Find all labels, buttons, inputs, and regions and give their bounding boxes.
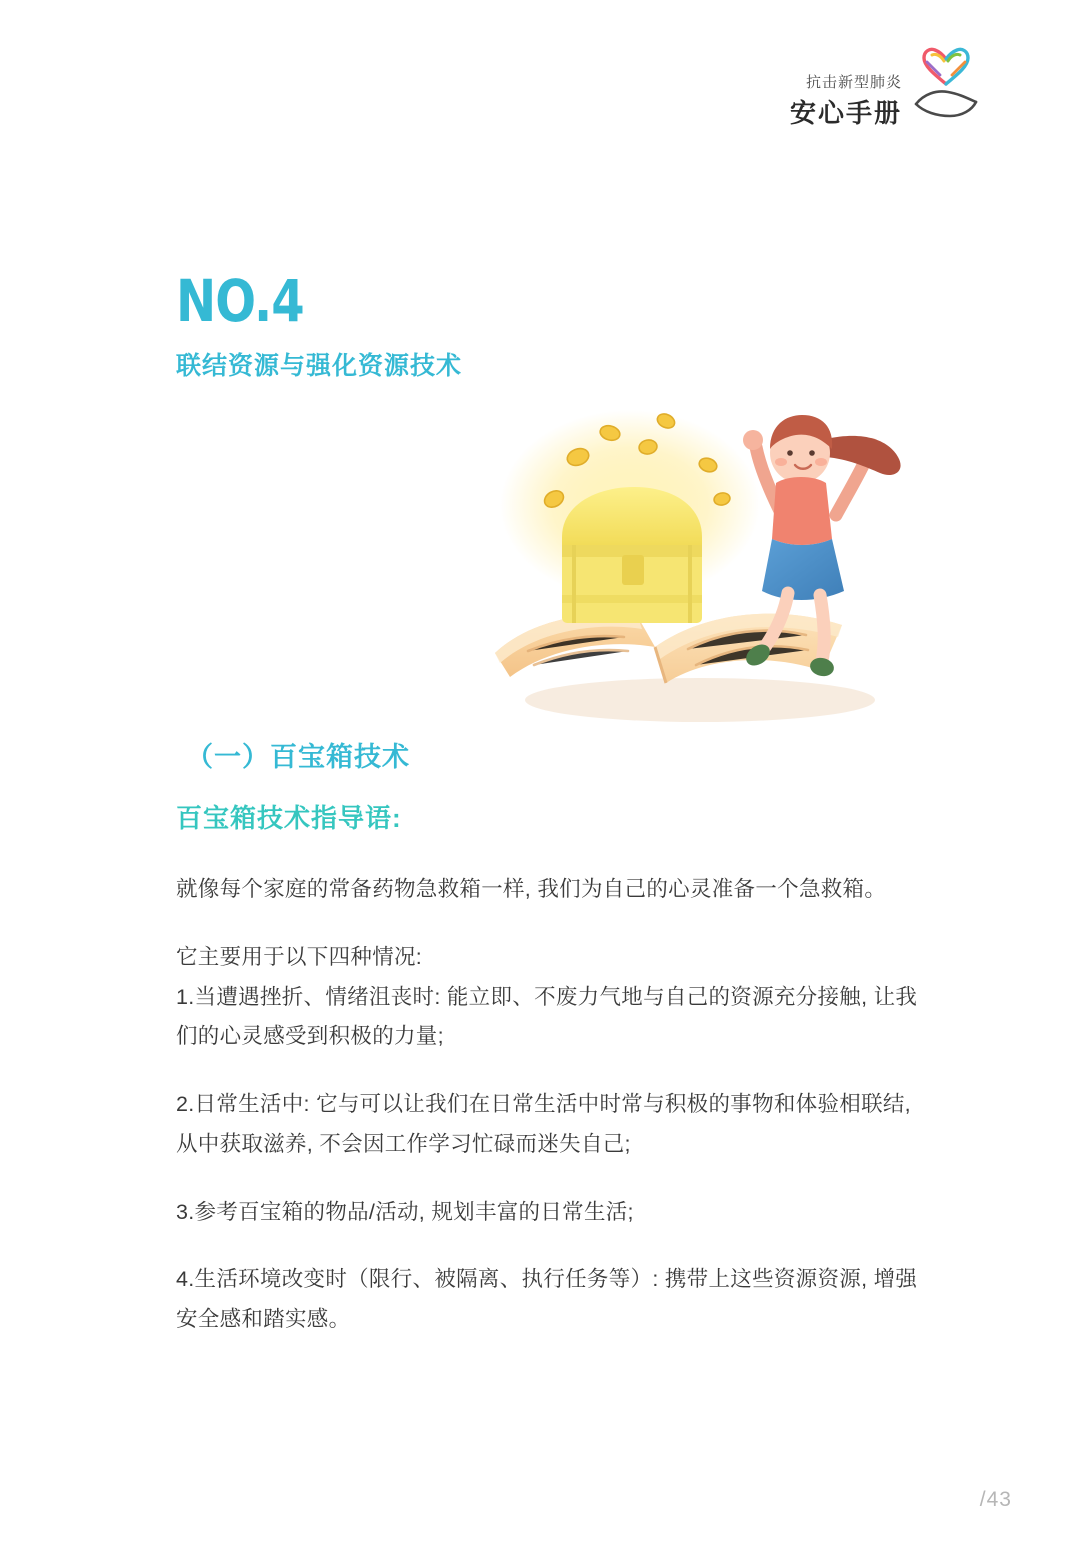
list-item-3: 3.参考百宝箱的物品/活动, 规划丰富的日常生活; [176, 1199, 634, 1224]
illustration-svg [470, 395, 940, 745]
paragraph-intro: 就像每个家庭的常备药物急救箱一样, 我们为自己的心灵准备一个急救箱。 [176, 877, 887, 901]
header-brand [790, 44, 982, 126]
heart-in-hand-icon [910, 44, 982, 126]
list-item-2: 2.日常生活中: 它与可以让我们在日常生活中时常与积极的事物和体验相联结, 从中获取滋养, 不会因工作学习忙碌而迷失自己; [176, 1092, 911, 1156]
paragraph-lead-in: 它主要用于以下四种情况: [176, 944, 423, 969]
chapter-illustration [470, 395, 940, 745]
list-item-4: 4.生活环境改变时（限行、被隔离、执行任务等）: 携带上这些资源资源, 增强安全感和踏实感。 [176, 1267, 918, 1332]
page-number: /43 [979, 1488, 1012, 1511]
brand-text [790, 75, 902, 126]
chapter-subtitle: 联结资源与强化资源技术 [176, 352, 463, 380]
brand-line-2: 安心手册 [789, 98, 902, 128]
body-content [176, 870, 938, 1340]
brand-line-1: 抗击新型肺炎 [805, 74, 902, 91]
section-heading: （一）百宝箱技术 [186, 742, 410, 772]
section-subheading: 百宝箱技术指导语: [176, 803, 402, 833]
chapter-number: NO.4 [176, 267, 304, 335]
list-item-1: 1.当遭遇挫折、情绪沮丧时: 能立即、不废力气地与自己的资源充分接触, 让我们的心灵感受到积极的力量; [176, 984, 918, 1049]
page-title-block [176, 267, 463, 382]
